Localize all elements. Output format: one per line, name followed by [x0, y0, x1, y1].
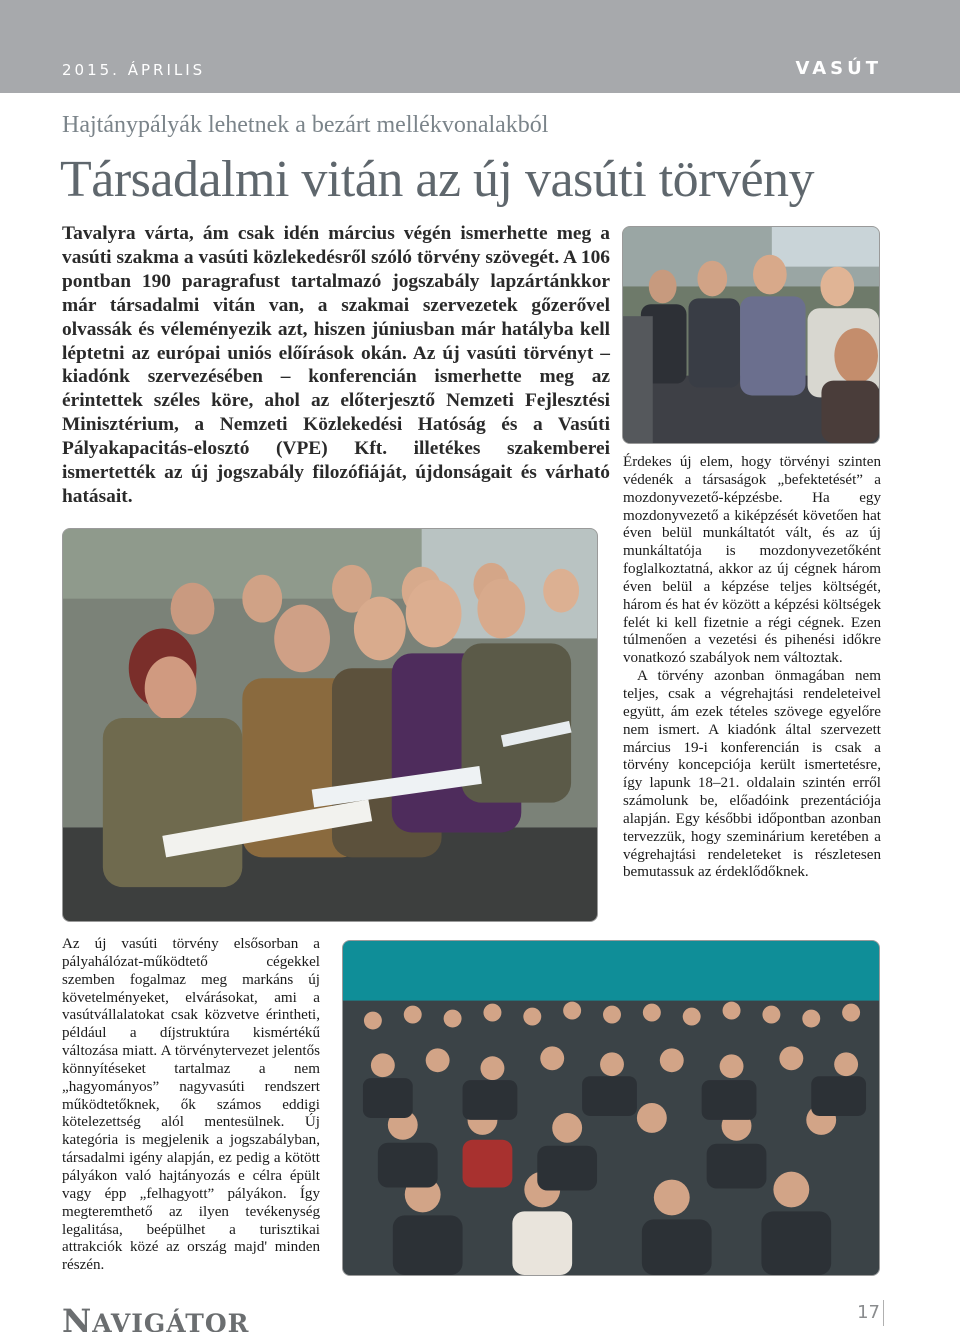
lead-paragraph: Tavalyra várta, ám csak idén március végén ismerhette meg a vasúti szakma a vasúti közlekedésről szóló törvény szövegét. A 106 pontban 190 paragrafust tartalmazó jogszabály lapzártánkkor már társadalmi vitán van, a szakmai szervezetek gőzerővel olvassák és véleményezik azt, hiszen júniusban már hatályba kell léptetni az európai uniós előírások okán. Az új vasúti törvényt – kiadónk szervezésében – konferencián ismerhette meg az érintettek széles köre, ahol az előterjesztő Nemzeti Fejlesztési Minisztérium, a Nemzeti Közlekedési Hatóság és a Vasúti Pályakapacitás-elosztó (VPE) Kft. illetékes szakemberei ismertették az új jogszabály filozófiáját, újdonságait és várható hatásait.: [62, 223, 610, 507]
page-number: 17: [857, 1302, 880, 1323]
page-number-rule: [883, 1300, 884, 1326]
body-paragraph: A törvény azonban önmagában nem teljes, csak a végrehajtási rendeleteivel együtt, ám ezek tételes szövege egyelőre nem ismert. A kiadónk által szervezett március 19-i konferencián is csak a törvény koncepciója került ismertetésre, így lapunk 18–21. oldalain szintén erről számolunk be, előadóink prezentációja alapján. Egy későbbi időpontban azonban tervezzük, hogy szeminárium keretében a végrehajtási rendeleteket is részletesen bemutassuk az érdeklődőknek.: [623, 668, 881, 881]
magazine-logo: [62, 1302, 249, 1332]
article-title: Társadalmi vitán az új vasúti törvény: [60, 151, 815, 208]
logo-rest: AVIGÁTOR: [92, 1309, 250, 1332]
article-lead: [62, 222, 610, 509]
logo-initial: N: [62, 1302, 93, 1332]
issue-date: 2015. ÁPRILIS: [62, 61, 206, 79]
section-name: VASÚT: [795, 58, 882, 79]
photo-audience-wide: [342, 940, 880, 1276]
article-kicker: Hajtánypályák lehetnek a bezárt mellékvonalakból: [62, 112, 549, 138]
header-bar: [0, 0, 960, 93]
body-paragraph: Érdekes új elem, hogy törvényi szinten védenék a társaságok „befektetését” a mozdonyvezető-képzésbe. Ha egy mozdonyvezető a kiképzését követően hat éven belül munkáltatót vált, és az új munkáltatója is mozdonyvezetőként foglalkoztatná, akkor az új cégnek három éven belül a képzése teljes költségét, három és hat év között a képzési költségek felét ki kell fizetnie a régi cégnek. Ezen túlmenően a vezetési és pihenési időkre vonatkozó szabályok nem változtak.: [623, 454, 881, 667]
body-column-right: [623, 454, 881, 882]
body-column-left: [62, 936, 320, 1275]
body-paragraph: Az új vasúti törvény elsősorban a pályahálózat-működtető cégekkel szemben fogalmaz meg markáns új követelményeket, elvárásokat, ami a vasútvállalatokat csak közvetve érintheti, például a díjstruktúra kismértékű változása miatt. A törvénytervezet jelentős könnyítéseket tartalmaz a nem „hagyományos” nagyvasúti rendszert működtetőknek, ők számos eddigi kötelezettség alól mentesülnek. Új kategória is megjelenik a jogszabályban, társadalmi igény alapján, ez pedig a kötött pályákon való hajtányozás e célra épült vagy épp „felhagyott” pályákon. Így megteremthető az ilyen tevékenység legalitása, beépülhet a turisztikai attrakciók közé az ország majd' minden részén.: [62, 936, 320, 1274]
photo-conference-audience: [62, 528, 598, 922]
photo-attendees-closeup: [622, 226, 880, 444]
